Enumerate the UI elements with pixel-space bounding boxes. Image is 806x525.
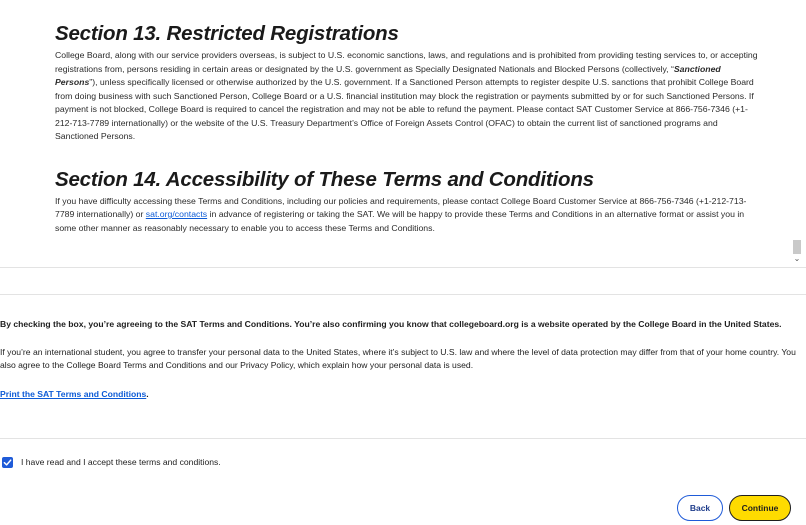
agreement-text (0, 318, 800, 401)
back-button[interactable]: Back (677, 495, 723, 521)
scroll-down-arrow-icon[interactable]: ⌄ (793, 254, 801, 263)
section-14-body-part2: in advance of registering or taking the SAT. We will be happy to provide these Terms and Conditions in an alternative format or assist you in some other manner as reasonably necessary to enable you to access these Terms and Conditions. (55, 209, 745, 233)
section-14-body (55, 195, 760, 236)
checkmark-icon (3, 458, 12, 467)
section-13-body (55, 49, 760, 144)
terms-scrollbar[interactable] (791, 0, 803, 266)
continue-button[interactable]: Continue (729, 495, 791, 521)
section-14 (55, 168, 760, 236)
accept-terms-checkbox[interactable] (2, 457, 13, 468)
section-13-body-part2: ”), unless specifically licensed or otherwise authorized by the U.S. government. If a Sanctioned Person attempts to register despite U.S. sanctions that prohibit College Board from doing business with such Sanctioned Person, College Board or a U.S. financial institution may block the registration or payments submitted by or for such Sanctioned Persons. If payment is not blocked, College Board is required to cancel the registration and may not be able to refund the payment. Please contact SAT Customer Service at 866-756-7346 (+1-212-713-7789 internationally) or the website of the U.S. Treasury Department’s Office of Foreign Assets Control (OFAC) to obtain the current list of sanctioned programs and Sanctioned Persons. (55, 77, 754, 141)
terms-divider (0, 267, 806, 268)
terms-content (55, 22, 760, 235)
section-13-title: Section 13. Restricted Registrations (55, 22, 399, 45)
accept-terms-label[interactable]: I have read and I accept these terms and conditions. (21, 457, 221, 467)
section-14-title: Section 14. Accessibility of These Terms and Conditions (55, 167, 594, 191)
sanctioned-persons-term: Sanctioned Persons (55, 63, 721, 87)
scrollbar-thumb[interactable] (793, 240, 801, 254)
print-link-period: . (146, 389, 149, 399)
checkbox-divider (0, 438, 806, 439)
accept-terms-row[interactable] (2, 455, 221, 469)
section-13 (55, 22, 760, 144)
section-14-body-part1: If you have difficulty accessing these Terms and Conditions, including our policies and requirements, please contact College Board Customer Service at 866-756-7346 (+1-212-713-7789 internationally) or (55, 195, 747, 219)
section-13-body-part1: College Board, along with our service providers overseas, is subject to U.S. economic sanctions, laws, and regulations and is prohibited from providing testing services to, or accepting registrations from, persons residing in certain areas or designated by the U.S. government as Specially Designated Nationals and Blocked Persons (collectively, “ (55, 50, 758, 74)
contacts-link[interactable]: sat.org/contacts (145, 209, 208, 219)
agreement-notice: By checking the box, you’re agreeing to the SAT Terms and Conditions. You’re also confirming you know that collegeboard.org is a website operated by the College Board in the United States. (0, 319, 782, 329)
international-notice: If you’re an international student, you agree to transfer your personal data to the United States, where it’s subject to U.S. law and where the level of data protection may differ from that of your home country. You also agree to the College Board Terms and Conditions and our Privacy Policy, which explain how your personal data is used. (0, 347, 796, 370)
print-terms-link[interactable]: Print the SAT Terms and Conditions (0, 389, 147, 399)
section-divider (0, 294, 806, 295)
